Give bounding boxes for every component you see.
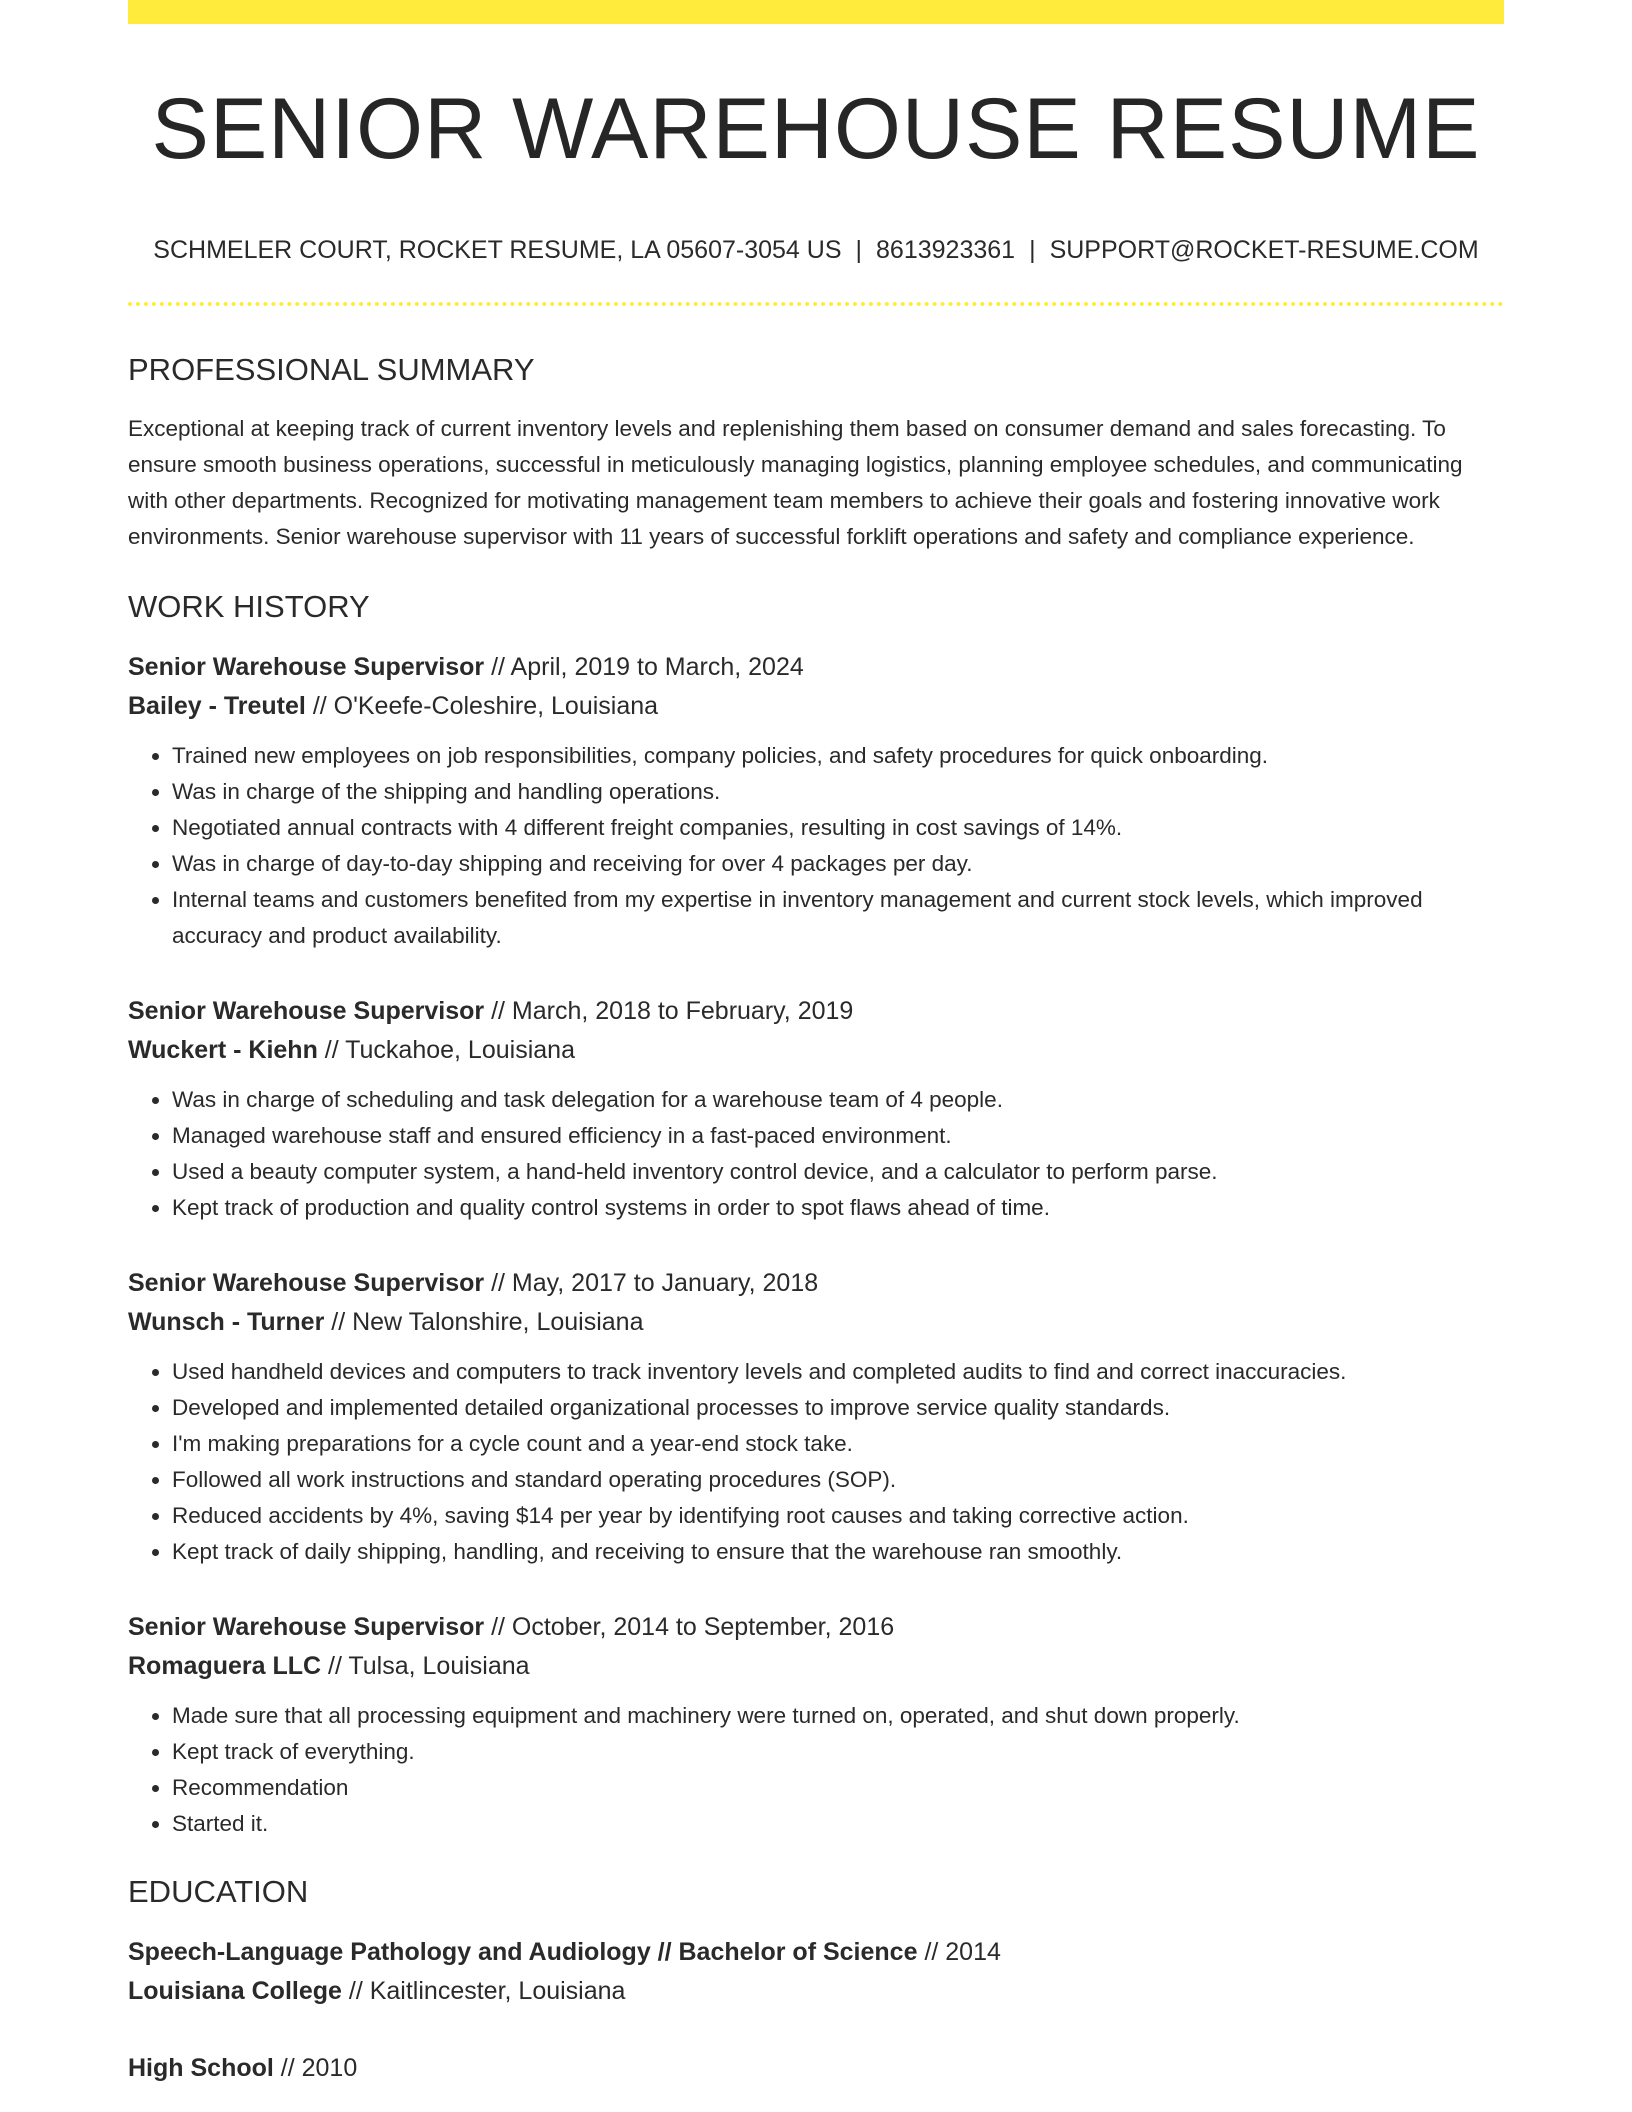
accent-top-bar xyxy=(128,0,1504,24)
job-location: // O'Keefe-Coleshire, Louisiana xyxy=(312,692,659,720)
job-company: Wuckert - Kiehn xyxy=(128,1036,318,1064)
job-dates: // May, 2017 to January, 2018 xyxy=(491,1269,819,1297)
resume-page xyxy=(128,0,1504,2088)
contact-phone: 8613923361 xyxy=(876,236,1016,264)
job-company-line xyxy=(128,1031,1504,1070)
job-title: Senior Warehouse Supervisor xyxy=(128,1269,485,1297)
job-title: Senior Warehouse Supervisor xyxy=(128,997,485,1025)
job-bullet: • Developed and implemented detailed organizational processes to improve service quality standards. xyxy=(172,1390,1504,1426)
contact-address: SCHMELER COURT, ROCKET RESUME, LA 05607-3054 US xyxy=(153,236,842,264)
job-bullets xyxy=(128,738,1504,954)
education-degree: Speech-Language Pathology and Audiology // Bachelor of Science xyxy=(128,1938,918,1966)
job-bullet: • Was in charge of scheduling and task delegation for a warehouse team of 4 people. xyxy=(172,1082,1504,1118)
education-heading: EDUCATION xyxy=(128,1874,309,1909)
job-company: Bailey - Treutel xyxy=(128,692,306,720)
job-entry xyxy=(128,1264,1504,1570)
education-year: // 2014 xyxy=(924,1938,1001,1966)
job-bullet: • Started it. xyxy=(172,1806,1504,1842)
work-history-heading: WORK HISTORY xyxy=(128,589,370,624)
job-bullet: • Kept track of daily shipping, handling, and receiving to ensure that the warehouse ran smoothly. xyxy=(172,1534,1504,1570)
job-bullet: • Managed warehouse staff and ensured efficiency in a fast-paced environment. xyxy=(172,1118,1504,1154)
job-bullet: • Reduced accidents by 4%, saving $14 per year by identifying root causes and taking corrective action. xyxy=(172,1498,1504,1534)
job-bullet: • Internal teams and customers benefited from my expertise in inventory management and current stock levels, which improved accuracy and product availability. xyxy=(172,882,1504,954)
education-school: Louisiana College xyxy=(128,1977,342,2005)
job-location: // Tuckahoe, Louisiana xyxy=(324,1036,575,1064)
job-company-line xyxy=(128,687,1504,726)
job-bullet: • Made sure that all processing equipment and machinery were turned on, operated, and shut down properly. xyxy=(172,1698,1504,1734)
education-location: // Kaitlincester, Louisiana xyxy=(348,1977,626,2005)
job-bullets xyxy=(128,1082,1504,1226)
resume-title: SENIOR WAREHOUSE RESUME xyxy=(151,81,1481,177)
education-entry xyxy=(128,2049,1504,2088)
summary-heading: PROFESSIONAL SUMMARY xyxy=(128,352,535,387)
job-location: // Tulsa, Louisiana xyxy=(328,1652,530,1680)
education-degree: High School xyxy=(128,2054,274,2082)
job-title: Senior Warehouse Supervisor xyxy=(128,653,485,681)
job-title-line xyxy=(128,1608,1504,1647)
job-bullet: • Was in charge of day-to-day shipping and receiving for over 4 packages per day. xyxy=(172,846,1504,882)
education-degree-line xyxy=(128,1933,1504,1972)
job-entry xyxy=(128,992,1504,1226)
job-bullets xyxy=(128,1354,1504,1570)
job-bullets xyxy=(128,1698,1504,1842)
job-location: // New Talonshire, Louisiana xyxy=(331,1308,644,1336)
education-entry xyxy=(128,1933,1504,2011)
job-bullet: • Used a beauty computer system, a hand-held inventory control device, and a calculator to perform parse. xyxy=(172,1154,1504,1190)
job-title-line xyxy=(128,1264,1504,1303)
education-degree-line xyxy=(128,2049,1504,2088)
job-title-line xyxy=(128,648,1504,687)
job-dates: // October, 2014 to September, 2016 xyxy=(491,1613,895,1641)
job-company: Romaguera LLC xyxy=(128,1652,322,1680)
job-bullet: • Kept track of everything. xyxy=(172,1734,1504,1770)
job-bullet: • Trained new employees on job responsibilities, company policies, and safety procedures for quick onboarding. xyxy=(172,738,1504,774)
summary-text: Exceptional at keeping track of current inventory levels and replenishing them based on consumer demand and sales forecasting. To ensure smooth business operations, successful in meticulously managing logistics, planning employee schedules, and communicating with other departments. Recognized for motivating management team members to achieve their goals and fostering innovative work environments. Senior warehouse supervisor with 11 years of successful forklift operations and safety and compliance experience. xyxy=(128,416,1463,549)
education-year: // 2010 xyxy=(280,2054,358,2082)
job-bullet: • Kept track of production and quality control systems in order to spot flaws ahead of time. xyxy=(172,1190,1504,1226)
job-dates: // April, 2019 to March, 2024 xyxy=(491,653,804,681)
contact-separator: | xyxy=(1029,236,1036,264)
job-company-line xyxy=(128,1303,1504,1342)
contact-email: SUPPORT@ROCKET-RESUME.COM xyxy=(1049,236,1479,264)
job-bullet: • Was in charge of the shipping and handling operations. xyxy=(172,774,1504,810)
job-company: Wunsch - Turner xyxy=(128,1308,325,1336)
contact-line xyxy=(128,238,1504,263)
job-bullet: • I'm making preparations for a cycle count and a year-end stock take. xyxy=(172,1426,1504,1462)
education-school-line xyxy=(128,1972,1504,2011)
job-entry xyxy=(128,1608,1504,1842)
job-bullet: • Used handheld devices and computers to track inventory levels and completed audits to find and correct inaccuracies. xyxy=(172,1354,1504,1390)
job-title-line xyxy=(128,992,1504,1031)
job-bullet: • Followed all work instructions and standard operating procedures (SOP). xyxy=(172,1462,1504,1498)
job-bullet: • Negotiated annual contracts with 4 different freight companies, resulting in cost savings of 14%. xyxy=(172,810,1504,846)
job-company-line xyxy=(128,1647,1504,1686)
contact-separator: | xyxy=(855,236,863,264)
job-bullet: • Recommendation xyxy=(172,1770,1504,1806)
dotted-divider xyxy=(128,302,1504,306)
job-title: Senior Warehouse Supervisor xyxy=(128,1613,485,1641)
job-dates: // March, 2018 to February, 2019 xyxy=(491,997,854,1025)
job-entry xyxy=(128,648,1504,954)
